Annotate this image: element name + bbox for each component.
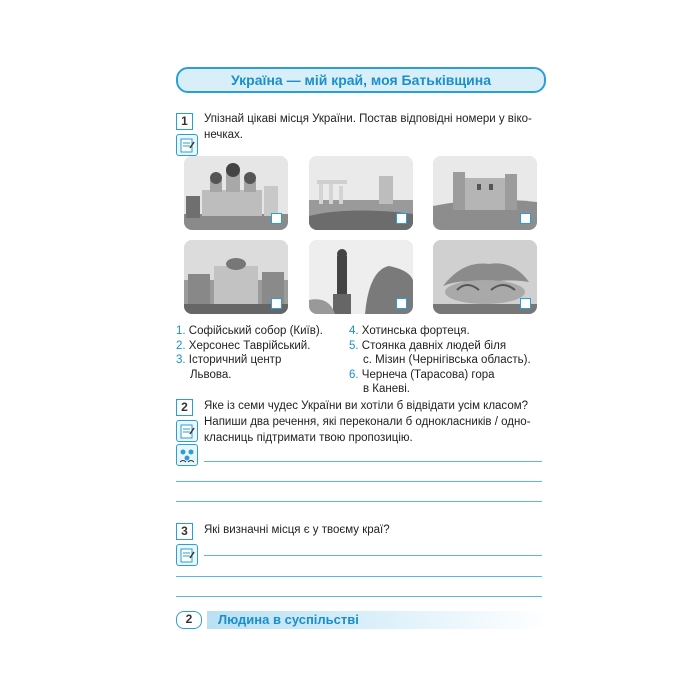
- answer-box-5[interactable]: [396, 298, 407, 309]
- task-2-text-line1: Яке із семи чудес України ви хотіли б відвідати усім класом?: [204, 400, 529, 412]
- list-item: 1. Софійський собор (Київ).: [176, 325, 323, 337]
- list-item: в Каневі.: [363, 383, 411, 395]
- task-1-number: 1: [176, 113, 193, 130]
- task-2-number: 2: [176, 399, 193, 416]
- notebook-icon: [176, 134, 198, 156]
- task-1-text-line1: Упізнай цікаві місця України. Постав відповідні номери у віко-: [204, 113, 532, 125]
- answer-line[interactable]: [204, 555, 542, 556]
- notebook-icon: [176, 420, 198, 442]
- group-work-icon: [176, 444, 198, 466]
- answer-box-3[interactable]: [520, 213, 531, 224]
- places-list-left: [176, 324, 341, 382]
- chapter-title: Людина в суспільстві: [218, 612, 359, 627]
- task-1-text-line2: нечках.: [204, 129, 243, 141]
- places-list-right: [349, 324, 549, 397]
- task-2-text-line2: Напиши два речення, які переконали б однокласників / одно-: [204, 416, 531, 428]
- answer-line[interactable]: [204, 461, 542, 462]
- answer-line[interactable]: [176, 596, 542, 597]
- list-item: 5. Стоянка давніх людей біля: [349, 339, 507, 352]
- list-item: 3. Історичний центр: [176, 354, 282, 366]
- answer-box-4[interactable]: [271, 298, 282, 309]
- answer-box-2[interactable]: [396, 213, 407, 224]
- list-item: с. Мізин (Чернігівська область).: [363, 354, 531, 366]
- task-3-text-line1: Які визначні місця є у твоєму краї?: [204, 524, 390, 536]
- answer-line[interactable]: [176, 501, 542, 502]
- answer-box-6[interactable]: [520, 298, 531, 309]
- chapter-number: 2: [176, 611, 202, 629]
- notebook-icon: [176, 544, 198, 566]
- task-2-text-line3: класниць підтримати твою пропозицію.: [204, 432, 413, 444]
- answer-line[interactable]: [176, 576, 542, 577]
- task-3-number: 3: [176, 523, 193, 540]
- list-item: Львова.: [190, 368, 232, 381]
- list-item: 2. Херсонес Таврійський.: [176, 339, 311, 352]
- answer-box-1[interactable]: [271, 213, 282, 224]
- list-item: 6. Чернеча (Тарасова) гора: [349, 368, 495, 381]
- page-title: Україна — мій край, моя Батьківщина: [176, 67, 546, 93]
- list-item: 4. Хотинська фортеця.: [349, 325, 470, 337]
- answer-line[interactable]: [176, 481, 542, 482]
